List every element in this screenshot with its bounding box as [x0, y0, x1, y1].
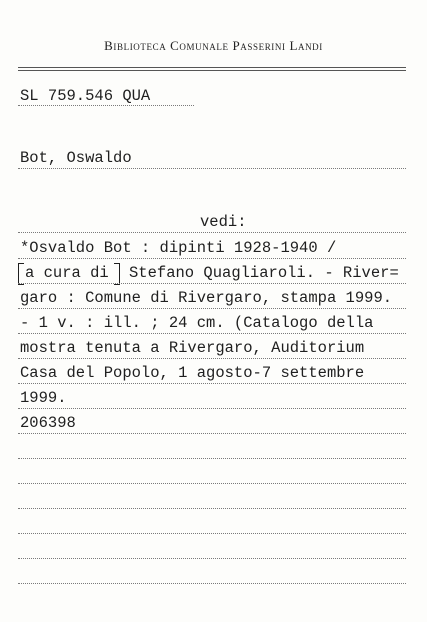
ruled-line: [18, 358, 406, 359]
ruled-line: [18, 232, 406, 233]
ruled-line: [18, 283, 406, 284]
call-number: SL 759.546 QUA: [20, 87, 151, 105]
description-line: mostra tenuta a Rivergaro, Auditorium: [20, 339, 365, 357]
author-heading: Bot, Oswaldo: [20, 149, 132, 167]
library-header: Biblioteca Comunale Passerini Landi: [104, 38, 323, 53]
header-rule-bottom: [18, 70, 406, 71]
ruled-line: [18, 333, 406, 334]
description-line: Casa del Popolo, 1 agosto-7 settembre: [20, 364, 365, 382]
ruled-line: [18, 533, 406, 534]
ruled-line: [18, 258, 406, 259]
see-reference: vedi:: [200, 213, 247, 231]
ruled-line: [18, 558, 406, 559]
description-line: 1999.: [20, 389, 67, 407]
ruled-line: [18, 308, 406, 309]
ruled-line: [18, 105, 194, 106]
bracket-close: [114, 263, 120, 285]
ruled-line: [18, 508, 406, 509]
header-rule-top: [18, 67, 406, 68]
ruled-line: [18, 483, 406, 484]
ruled-line: [18, 458, 406, 459]
description-line: garo : Comune di Rivergaro, stampa 1999.: [20, 289, 393, 307]
bracket-open: [18, 263, 24, 285]
ruled-line: [18, 433, 406, 434]
record-number: 206398: [20, 414, 76, 432]
ruled-line: [18, 383, 406, 384]
ruled-line: [18, 408, 406, 409]
description-line: - 1 v. : ill. ; 24 cm. (Catalogo della: [20, 314, 374, 332]
description-line: a cura di: [25, 264, 109, 282]
description-line: Stefano Quagliaroli. - River=: [129, 264, 399, 282]
ruled-line: [18, 583, 406, 584]
description-line: *Osvaldo Bot : dipinti 1928-1940 /: [20, 239, 337, 257]
ruled-line: [18, 168, 406, 169]
